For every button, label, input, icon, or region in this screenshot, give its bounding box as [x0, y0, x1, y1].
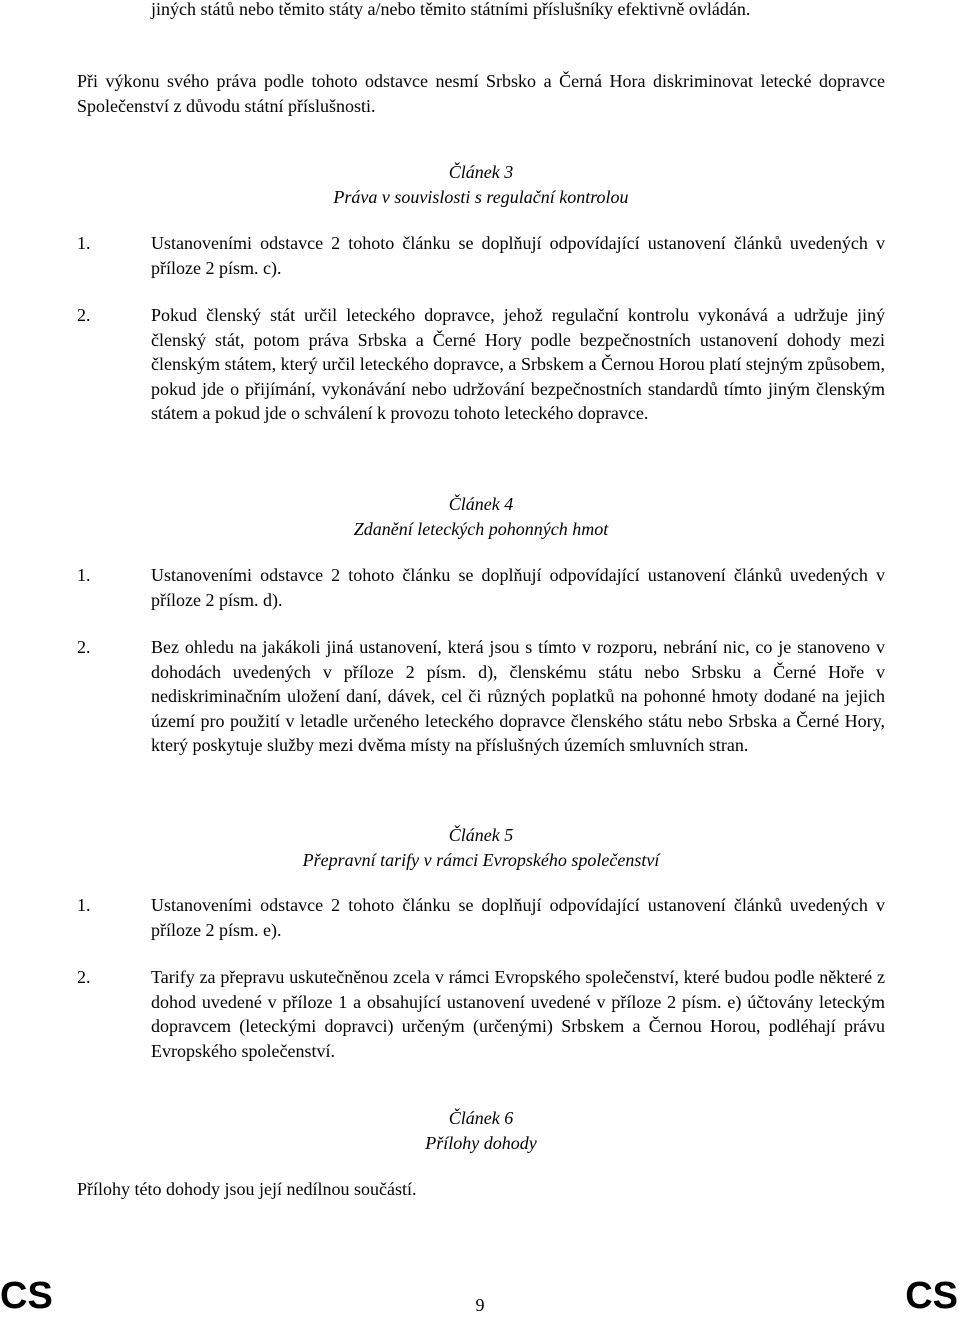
article-title: Zdanění leteckých pohonných hmot: [353, 518, 609, 539]
paragraph-text: Bez ohledu na jakákoli jiná ustanovení, která jsou s tímto v rozporu, nebrání nic, co je stanoveno v dohodách uvedených v příloze 2 písm. d), členskému státu nebo Srbsku a Černé Hoře v nediskriminačním uložení daní, dávek, cel či různých poplatků na pohonné hmoty dodané na jejich území pro použití v letadle určeného leteckého dopravce členského státu nebo Srbska a Černé Hory, který poskytuje služby mezi dvěma místy na příslušných územích smluvních stran.: [151, 637, 885, 756]
paragraph-text: Ustanoveními odstavce 2 tohoto článku se doplňují odpovídající ustanovení článků uvedených v příloze 2 písm. d).: [151, 565, 885, 610]
language-code-right: CS: [905, 1275, 958, 1317]
article-number: Článek 4: [448, 494, 514, 514]
paragraph-text: Ustanoveními odstavce 2 tohoto článku se doplňují odpovídající ustanovení článků uvedených v příloze 2 písm. e).: [151, 895, 885, 940]
article-number: Článek 3: [448, 162, 514, 182]
article-5-paragraph-1: [77, 893, 885, 942]
article-title: Přepravní tarify v rámci Evropského společenství: [302, 849, 660, 870]
article-3-paragraph-1: [77, 231, 885, 280]
article-4: [77, 492, 885, 541]
page-number: 9: [475, 1295, 485, 1315]
paragraph-text: Ustanoveními odstavce 2 tohoto článku se doplňují odpovídající ustanovení článků uvedených v příloze 2 písm. c).: [151, 233, 885, 278]
article-6-text: Přílohy této dohody jsou její nedílnou součástí.: [77, 1179, 417, 1199]
article-3: [77, 160, 885, 209]
paragraph-text: Tarify za přepravu uskutečněnou zcela v rámci Evropského společenství, které budou podle některé z dohod uvedené v příloze 1 a obsahující ustanovení uvedené v příloze 2 písm. e) účtovány leteckým dopravcem (leteckými dopravci) určeným (určenými) Srbskem a Černou Horou, podléhají právu Evropského společenství.: [151, 967, 885, 1061]
paragraph-number: 2.: [77, 637, 91, 657]
intro-paragraph: Při výkonu svého práva podle tohoto odstavce nesmí Srbsko a Černá Hora diskriminovat letecké dopravce Společenství z důvodu státní příslušnosti.: [77, 71, 885, 116]
language-code-left: CS: [0, 1275, 53, 1317]
paragraph-number: 2.: [77, 967, 91, 987]
article-5: [77, 823, 885, 872]
article-number: Článek 5: [448, 825, 514, 845]
paragraph-number: 1.: [77, 565, 91, 585]
paragraph-number: 1.: [77, 895, 91, 915]
article-5-paragraph-2: [77, 965, 885, 1063]
article-3-paragraph-2: [77, 303, 885, 426]
paragraph-number: 2.: [77, 305, 91, 325]
article-number: Článek 6: [448, 1108, 514, 1128]
paragraph-text: Pokud členský stát určil leteckého dopravce, jehož regulační kontrolu vykonává a udržuje jiný členský stát, potom práva Srbska a Černé Hory podle bezpečnostních ustanovení dohody mezi členským státem, který určil leteckého dopravce, a Srbskem a Černou Horou platí stejným způsobem, pokud jde o přijímání, vykonávání nebo udržování bezpečnostních standardů tímto jiným členským státem a pokud jde o schválení k provozu tohoto leteckého dopravce.: [151, 305, 885, 424]
paragraph-number: 1.: [77, 233, 91, 253]
carryover-paragraph: jiných států nebo těmito státy a/nebo těmito státními příslušníky efektivně ovládán.: [151, 0, 751, 19]
article-title: Přílohy dohody: [425, 1132, 537, 1153]
article-title: Práva v souvislosti s regulační kontrolou: [333, 186, 629, 207]
article-6: [77, 1106, 885, 1155]
article-4-paragraph-2: [77, 635, 885, 758]
article-4-paragraph-1: [77, 563, 885, 612]
